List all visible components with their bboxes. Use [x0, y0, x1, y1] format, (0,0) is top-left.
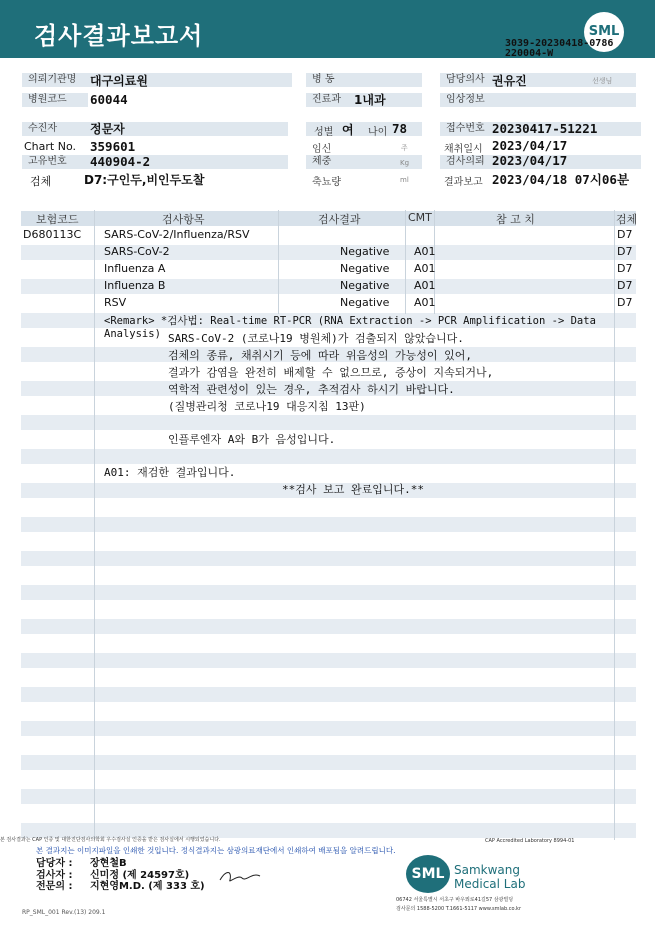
sml-logo: SML: [584, 12, 624, 52]
col-divider: [278, 210, 279, 314]
company-contact: 검사문의 1588-5200 T.1661-5117 www.smlab.co.kr: [396, 906, 521, 912]
unique-no-value: 440904-2: [90, 154, 151, 169]
specialist-value: 지현영M.D. (제 333 호): [90, 881, 205, 892]
weight-unit: Kg: [400, 159, 410, 167]
sex-value: 여: [342, 123, 354, 137]
row-cmt: A01: [414, 245, 436, 258]
row-specimen: D7: [617, 296, 633, 309]
stripe: [21, 755, 636, 770]
weight-label: 체중: [306, 155, 422, 169]
header-result: 검사결과: [318, 213, 361, 226]
company-address: 06742 서울특별시 서초구 바우뫼로41길57 삼광빌딩: [396, 897, 514, 903]
company-name-1: Samkwang: [454, 863, 520, 877]
doctor-label: 담당의사: [440, 73, 636, 87]
row-specimen: D7: [617, 262, 633, 275]
row-result: Negative: [340, 296, 390, 309]
page-title: 검사결과보고서: [34, 22, 204, 50]
collection-value: 2023/04/17: [492, 138, 568, 153]
request-label: 검사의뢰: [440, 155, 641, 169]
stripe: [21, 687, 636, 702]
doctor-value: 권유진: [492, 74, 527, 88]
chart-no-label: Chart No.: [24, 140, 76, 153]
document-subnumber: 220004-W: [505, 48, 554, 59]
col-divider: [405, 210, 406, 314]
print-notice: 본 결과지는 이미지파일을 인쇄한 것입니다. 정식결과지는 삼광의료재단에서 인쇄하여 배포됨을 알려드립니다.: [36, 846, 396, 855]
document-number: 3039-20230418-0786: [505, 38, 614, 49]
row-result: Negative: [340, 262, 390, 275]
examinee-label: 수진자: [22, 122, 288, 136]
doctor-suffix: 선생님: [592, 77, 613, 85]
col-divider: [614, 210, 615, 840]
row-item: SARS-CoV-2/Influenza/RSV: [104, 228, 250, 241]
report-complete: **검사 보고 완료입니다.**: [282, 483, 424, 496]
row-cmt: A01: [414, 262, 436, 275]
institution-label: 의뢰기관명: [22, 73, 88, 87]
specimen-value: D7:구인두,비인두도찰: [84, 173, 205, 187]
row-specimen: D7: [617, 245, 633, 258]
accreditation-note: 본 검사결과는 CAP 인증 및 대한진단검사의학회 우수검사실 인증을 받은 검사실에서 시행되었습니다.: [0, 837, 221, 843]
sex-label: 성별: [314, 127, 334, 138]
header-cmt: CMT: [408, 211, 432, 224]
row-specimen: D7: [617, 228, 633, 241]
remark-line: 인플루엔자 A와 B가 음성입니다.: [168, 433, 336, 446]
header-code: 보험코드: [36, 213, 79, 226]
department-label: 진료과: [306, 93, 422, 107]
row-item: Influenza A: [104, 262, 166, 275]
remark-line: 검체의 종류, 채취시기 등에 따라 위음성의 가능성이 있어,: [168, 349, 472, 362]
specialist-label: 전문의 :: [36, 881, 73, 892]
request-value: 2023/04/17: [492, 153, 568, 168]
header-specimen: 검체: [616, 213, 638, 226]
row-cmt: A01: [414, 279, 436, 292]
stripe: [21, 415, 636, 430]
remark-line: A01: 재검한 결과입니다.: [104, 466, 236, 479]
stripe: [21, 619, 636, 634]
row-item: Influenza B: [104, 279, 166, 292]
remark-method: <Remark> *검사법: Real-time RT-PCR (RNA Extraction -> PCR Amplification -> Data Analysis): [104, 315, 596, 340]
clinical-info-label: 임상정보: [440, 93, 636, 107]
pregnancy-unit: 주: [401, 144, 408, 152]
unique-no-label: 고유번호: [22, 155, 288, 169]
staff-label: 담당자 :: [36, 858, 73, 869]
header-reference: 참 고 치: [496, 213, 535, 226]
department-value: 1내과: [354, 93, 386, 107]
receipt-label: 접수번호: [440, 122, 641, 136]
institution-value: 대구의료원: [90, 74, 148, 88]
pregnancy-label: 임신: [312, 144, 332, 155]
cap-note: CAP Accredited Laboratory 8994-01: [485, 838, 575, 844]
ward-label: 병 동: [306, 73, 422, 87]
specimen-label: 검체: [30, 175, 52, 188]
urine-label: 축뇨량: [312, 177, 341, 188]
remark-line: SARS-CoV-2 (코로나19 병원체)가 검출되지 않았습니다.: [168, 332, 464, 345]
company-logo: SML: [406, 855, 450, 893]
row-cmt: A01: [414, 296, 436, 309]
stripe: [21, 585, 636, 600]
collection-label: 채취일시: [444, 144, 483, 155]
row-result: Negative: [340, 279, 390, 292]
age-label: 나이: [368, 127, 388, 138]
hospital-code-label: 병원코드: [22, 93, 88, 107]
row-result: Negative: [340, 245, 390, 258]
staff-value: 장현철B: [90, 858, 127, 869]
chart-no-value: 359601: [90, 139, 136, 154]
urine-unit: ml: [400, 176, 409, 184]
age-value: 78: [392, 121, 408, 136]
row-item: SARS-CoV-2: [104, 245, 170, 258]
stripe: [21, 721, 636, 736]
stripe: [21, 653, 636, 668]
stripe: [21, 789, 636, 804]
row-specimen: D7: [617, 279, 633, 292]
remark-line: 역학적 관련성이 있는 경우, 추적검사 하시기 바랍니다.: [168, 383, 455, 396]
receipt-value: 20230417-51221: [492, 121, 598, 136]
stripe: [21, 551, 636, 566]
row-item: RSV: [104, 296, 127, 309]
inspector-label: 검사자 :: [36, 870, 73, 881]
inspector-value: 신미정 (제 24597호): [90, 870, 190, 881]
stripe: [21, 517, 636, 532]
remark-line: 결과가 감염을 완전히 배제할 수 없으므로, 증상이 지속되거나,: [168, 366, 494, 379]
signature: [218, 866, 262, 886]
company-name-2: Medical Lab: [454, 877, 526, 891]
row-code: D680113C: [23, 228, 82, 241]
report-label: 결과보고: [444, 177, 483, 188]
examinee-value: 정문자: [90, 122, 125, 136]
header-item: 검사항목: [162, 213, 205, 226]
form-code: RP_SML_001 Rev.(13) 209.1: [22, 909, 106, 916]
hospital-code-value: 60044: [90, 92, 128, 107]
remark-line: (질병관리청 코로나19 대응지침 13판): [168, 400, 366, 413]
report-value: 2023/04/18 07시06분: [492, 172, 630, 187]
stripe: [21, 449, 636, 464]
col-divider: [94, 210, 95, 840]
